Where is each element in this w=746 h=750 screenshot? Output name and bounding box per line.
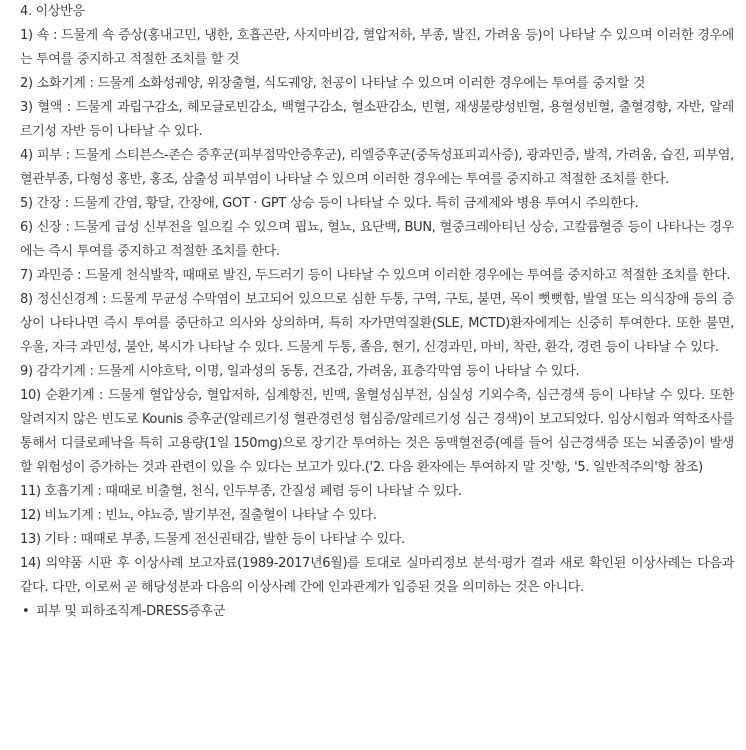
item-postmarketing: 14) 의약품 시판 후 이상사례 보고자료(1989-2017년6월)를 토대로 실마리정보 분석·평가 결과 새로 확인된 이상사례는 다음과 같다. 다만, 이로써 곧 해당성분과 다음의 이상사례 간에 인과관계가 입증된 것을 의미하는 것은 아니다. [20,556,734,595]
item-urinary: 12) 비뇨기계 : 빈뇨, 야뇨증, 발기부전, 질출혈이 나타날 수 있다. [20,508,377,523]
bullet-list [20,600,734,624]
item-respiratory: 11) 호흡기계 : 때때로 비출혈, 천식, 인두부종, 간질성 폐렴 등이 나타날 수 있다. [20,484,462,499]
item-sensory: 9) 감각기계 : 드물게 시야흐탁, 이명, 일과성의 동통, 건조감, 가려움, 표층각막염 등이 나타날 수 있다. [20,364,580,379]
item-neuropsychiatric: 8) 정신신경계 : 드물게 무균성 수막염이 보고되어 있으므로 심한 두통, 구역, 구토, 불면, 목이 뻣뻣함, 발열 또는 의식장애 등의 증상이 나타나면 즉시 투여를 중단하고 의사와 상의하며, 특히 자가면역질환(SLE, MCTD)환자에게는 신중히 투여한다. 또한 불면, 우울, 자극 과민성, 불안, 복시가 나타날 수 있다. 드물게 두통, 졸음, 현기, 신경과민, 마비, 착란, 환각, 경련 등이 나타날 수 있다. [20,292,734,355]
item-kidney: 6) 신장 : 드물게 급성 신부전을 일으킬 수 있으며 핍뇨, 혈뇨, 요단백, BUN, 혈중크레아티닌 상승, 고칼륨혈증 등이 나타나는 경우에는 즉시 투여를 중지하고 적절한 조치를 한다. [20,220,734,259]
bullet-text: 피부 및 피하조직계-DRESS증후군 [36,604,226,619]
item-hypersensitivity: 7) 과민증 : 드물게 천식발작, 때때로 발진, 두드러기 등이 나타날 수 있으며 이러한 경우에는 투여를 중지하고 적절한 조치를 한다. [20,268,731,283]
item-digestive: 2) 소화기계 : 드물게 소화성궤양, 위장출혈, 식도궤양, 천공이 나타날 수 있으며 이러한 경우에는 투여를 중지할 것 [20,76,646,91]
item-liver: 5) 간장 : 드물게 간염, 황달, 간장애, GOT · GPT 상승 등이 나타날 수 있다. 특히 금제제와 병용 투여시 주의한다. [20,196,639,211]
item-skin: 4) 피부 : 드물게 스티븐스-존슨 증후군(피부점막안증후군), 리엘증후군(중독성표피괴사증), 광과민증, 발적, 가려움, 습진, 피부염, 혈관부종, 다형성 홍반, 홍조, 삼출성 피부염이 나타날 수 있으며 이러한 경우에는 투여를 중지하고 적절한 조치를 한다. [20,148,734,187]
item-shock: 1) 쇽 : 드물게 쇽 증상(홍내고민, 냉한, 호흡곤란, 사지마비감, 혈압저하, 부종, 발진, 가려움 등)이 나타날 수 있으며 이러한 경우에는 투여를 중지하고 적절한 조치를 할 것 [20,28,734,67]
item-blood: 3) 혈액 : 드물게 과립구감소, 헤모글로빈감소, 백혈구감소, 혈소판감소, 빈혈, 재생불량성빈혈, 용혈성빈혈, 출혈경향, 자반, 알레르기성 자반 등이 나타날 수 있다. [20,100,734,139]
list-item [20,600,734,624]
item-other: 13) 기타 : 때때로 부종, 드물게 전신권태감, 발한 등이 나타날 수 있다. [20,532,405,547]
section-title: 4. 이상반응 [20,4,85,19]
bullet-icon: • [22,604,30,619]
item-circulatory: 10) 순환기계 : 드물게 혈압상승, 혈압저하, 심계항진, 빈맥, 울혈성심부전, 심실성 기외수축, 심근경색 등이 나타날 수 있다. 또한 알려지지 않은 빈도로 Kounis 증후군(알레르기성 혈관경련성 협심증/알레르기성 심근 경색)이 보고되었다. 임상시험과 역학조사를 통해서 디클로페낙을 특히 고용량(1일 150mg)으로 장기간 투여하는 것은 동맥혈전증(예를 들어 심근경색증 또는 뇌졸중)이 발생할 위험성이 증가하는 것과 관련이 있을 수 있다는 보고가 있다.('2. 다음 환자에는 투여하지 말 것'항, '5. 일반적주의'항 참조) [20,388,734,475]
